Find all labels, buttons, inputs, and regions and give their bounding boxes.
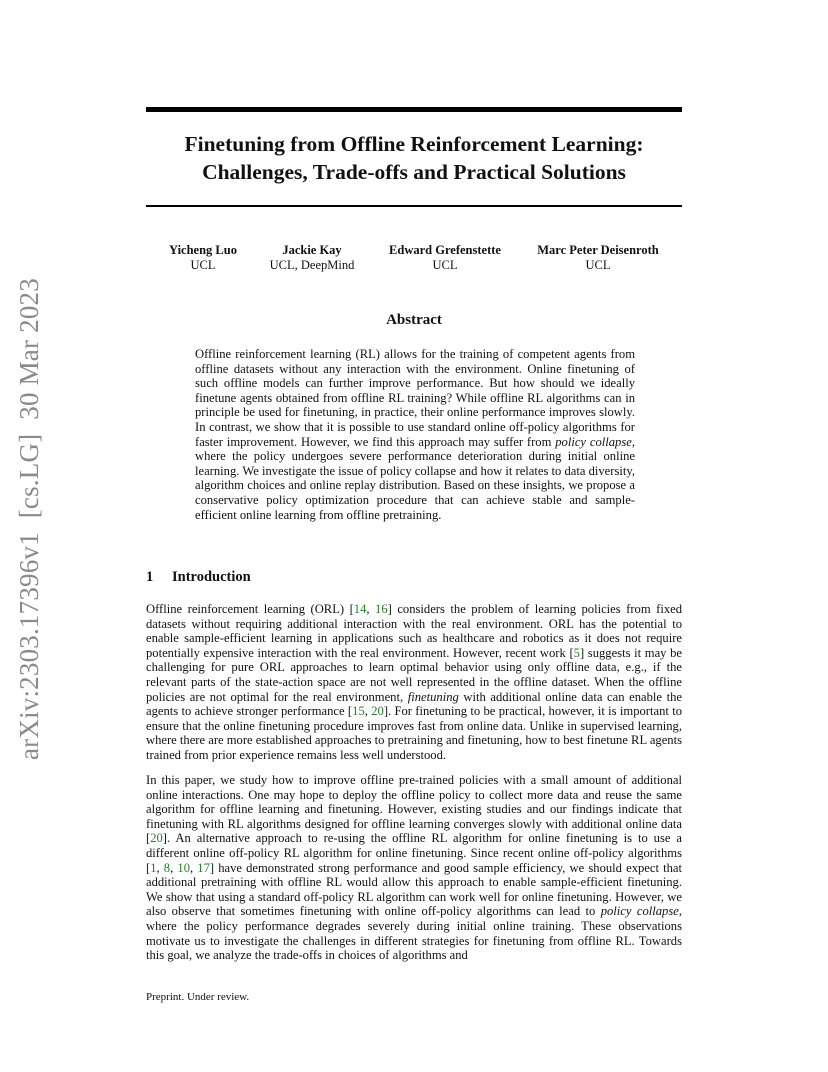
author-name: Yicheng Luo	[169, 243, 237, 257]
author-name: Jackie Kay	[282, 243, 342, 257]
citation-link[interactable]: 17	[197, 860, 210, 875]
title-line-2: Challenges, Trade-offs and Practical Solutions	[202, 160, 626, 184]
abstract-heading: Abstract	[386, 312, 442, 328]
author-block	[262, 243, 362, 273]
emphasis: policy collapse	[600, 904, 679, 919]
author-affiliation: UCL	[190, 258, 216, 272]
citation-link[interactable]: 5	[573, 645, 580, 660]
emphasis: finetuning	[407, 689, 459, 704]
arxiv-identifier-stamp: arXiv:2303.17396v1 [cs.LG] 30 Mar 2023	[14, 278, 44, 760]
title-top-rule	[146, 107, 682, 112]
citation-link[interactable]: 20	[371, 704, 384, 719]
author-block	[378, 243, 512, 273]
intro-paragraph-1: Offline reinforcement learning (ORL) [14, 16] considers the problem of learning policies from fixed datasets without requiring additional interaction with the real environment. ORL has the potential to enable sample-efficient learning in applications such as healthcare and robotics as it does not require potentially expensive interaction with the real environment. However, recent work [5] suggests it may be challenging for pure ORL approaches to learn optimal behavior using only offline data, e.g., if the relevant parts of the state-action space are not well represented in the offline dataset. When the offline policies are not optimal for the real environment, finetuning with additional online data can enable the agents to achieve stronger performance [15, 20]. For finetuning to be practical, however, it is important to ensure that the online finetuning procedure improves fast from online data. Unlike in supervised learning, where there are more established approaches to pretraining and finetuning, how to best finetune RL agents trained from prior experience remains less well understood.	[146, 602, 683, 762]
section-number: 1	[146, 569, 154, 585]
citation-link[interactable]: 16	[375, 602, 388, 616]
author-block	[526, 243, 670, 273]
section-heading-introduction	[146, 569, 251, 586]
emphasis: policy collapse	[555, 434, 632, 449]
citation-link[interactable]: 1	[150, 860, 157, 875]
citation-link[interactable]: 20	[150, 831, 163, 846]
author-name: Marc Peter Deisenroth	[537, 243, 659, 257]
citation-link[interactable]: 10	[177, 860, 190, 875]
author-affiliation: UCL, DeepMind	[269, 258, 355, 272]
title-bottom-rule	[146, 205, 682, 207]
author-name: Edward Grefenstette	[389, 243, 501, 257]
author-affiliation: UCL	[432, 258, 458, 272]
citation-link[interactable]: 15	[352, 704, 365, 719]
author-block	[160, 243, 246, 273]
citation-link[interactable]: 14	[353, 602, 367, 616]
author-affiliation: UCL	[585, 258, 611, 272]
section-title: Introduction	[172, 569, 251, 585]
paper-title	[146, 130, 682, 186]
citation-link[interactable]: 8	[163, 860, 171, 875]
title-line-1: Finetuning from Offline Reinforcement Learning:	[184, 132, 644, 156]
footer-note: Preprint. Under review.	[146, 991, 250, 1003]
intro-paragraph-2: In this paper, we study how to improve offline pre-trained policies with a small amount of additional online interactions. One may hope to deploy the offline policy to collect more data and reuse the same algorithm for offline learning and finetuning. However, existing studies and our findings indicate that finetuning with RL algorithms designed for offline learning converges slowly with additional online data [20]. An alternative approach to re-using the offline RL algorithm for online finetuning is to use a different online off-policy RL algorithm for online finetuning. Since recent online off-policy algorithms [1, 8, 10, 17] have demonstrated strong performance and good sample efficiency, we should expect that additional pretraining with offline RL would allow this approach to enable sample-efficient finetuning. We show that using a standard off-policy RL algorithm can work well for online finetuning. However, we also observe that sometimes finetuning with online off-policy algorithms can lead to policy collapse, where the policy performance degrades severely during initial online training. These observations motivate us to investigate the challenges in different strategies for finetuning from offline RL. Towards this goal, we analyze the trade-offs in choices of algorithms and	[146, 773, 683, 963]
abstract-text: Offline reinforcement learning (RL) allows for the training of competent agents from offline datasets without any interaction with the environment. Online finetuning of such offline models can further improve performance. But how should we ideally finetune agents obtained from offline RL training? While offline RL algorithms can in principle be used for finetuning, in practice, their online performance improves slowly. In contrast, we show that it is possible to use standard online off-policy algorithms for faster improvement. However, we find this approach may suffer from policy collapse, where the policy undergoes severe performance deterioration during initial online learning. We investigate the issue of policy collapse and how it relates to data diversity, algorithm choices and online replay distribution. Based on these insights, we propose a conservative policy optimization procedure that can achieve stable and sample-efficient online learning from offline pretraining.	[195, 347, 635, 522]
